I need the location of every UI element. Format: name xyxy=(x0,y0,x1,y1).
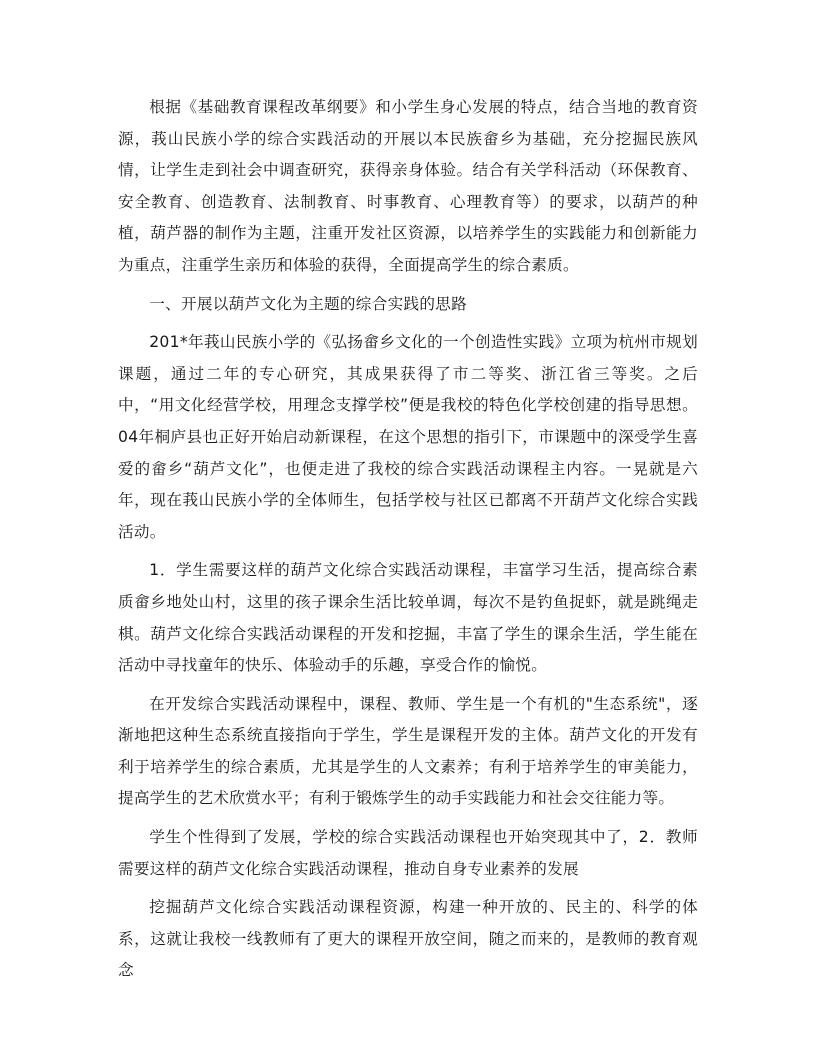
paragraph-point-2: 学生个性得到了发展，学校的综合实践活动课程也开始突现其中了，2．教师需要这样的葫芦文化综合实践活动课程，推动自身专业素养的发展 xyxy=(118,828,698,878)
document-body xyxy=(118,92,698,994)
paragraph-intro: 根据《基础教育课程改革纲要》和小学生身心发展的特点，结合当地的教育资源，莪山民族小学的综合实践活动的开展以本民族畲乡为基础，充分挖掘民族风情，让学生走到社会中调查研究，获得亲身体验。结合有关学科活动（环保教育、安全教育、创造教育、法制教育、时事教育、心理教育等）的要求，以葫芦的种植，葫芦器的制作为主题，注重开发社区资源，以培养学生的实践能力和创新能力为重点，注重学生亲历和体验的获得，全面提高学生的综合素质。 xyxy=(118,98,698,274)
paragraph-history: 201*年莪山民族小学的《弘扬畲乡文化的一个创造性实践》立项为杭州市规划课题，通过二年的专心研究，其成果获得了市二等奖、浙江省三等奖。之后中，“用文化经营学校，用理念支撑学校”便是我校的特色化学校创建的指导思想。04年桐庐县也正好开始启动新课程，在这个思想的指引下，市课题中的深受学生喜爱的畲乡“葫芦文化”，也便走进了我校的综合实践活动课程主内容。一晃就是六年，现在莪山民族小学的全体师生，包括学校与社区已都离不开葫芦文化综合实践活动。 xyxy=(118,333,698,541)
paragraph-resources: 挖掘葫芦文化综合实践活动课程资源，构建一种开放的、民主的、科学的体系，这就让我校一线教师有了更大的课程开放空间，随之而来的，是教师的教育观念 xyxy=(118,898,698,980)
paragraph-point-1: 1．学生需要这样的葫芦文化综合实践活动课程，丰富学习生活，提高综合素质畲乡地处山村，这里的孩子课余生活比较单调，每次不是钓鱼捉虾，就是跳绳走棋。葫芦文化综合实践活动课程的开发和挖掘，丰富了学生的课余生活，学生能在活动中寻找童年的快乐、体验动手的乐趣，享受合作的愉悦。 xyxy=(118,561,698,675)
section-heading: 一、开展以葫芦文化为主题的综合实践的思路 xyxy=(149,294,468,313)
paragraph-ecosystem: 在开发综合实践活动课程中，课程、教师、学生是一个有机的"生态系统"，逐渐地把这种生态系统直接指向于学生，学生是课程开发的主体。葫芦文化的开发有利于培养学生的综合素质，尤其是学生的人文素养；有利于培养学生的审美能力，提高学生的艺术欣赏水平；有利于锻炼学生的动手实践能力和社会交往能力等。 xyxy=(118,694,698,808)
